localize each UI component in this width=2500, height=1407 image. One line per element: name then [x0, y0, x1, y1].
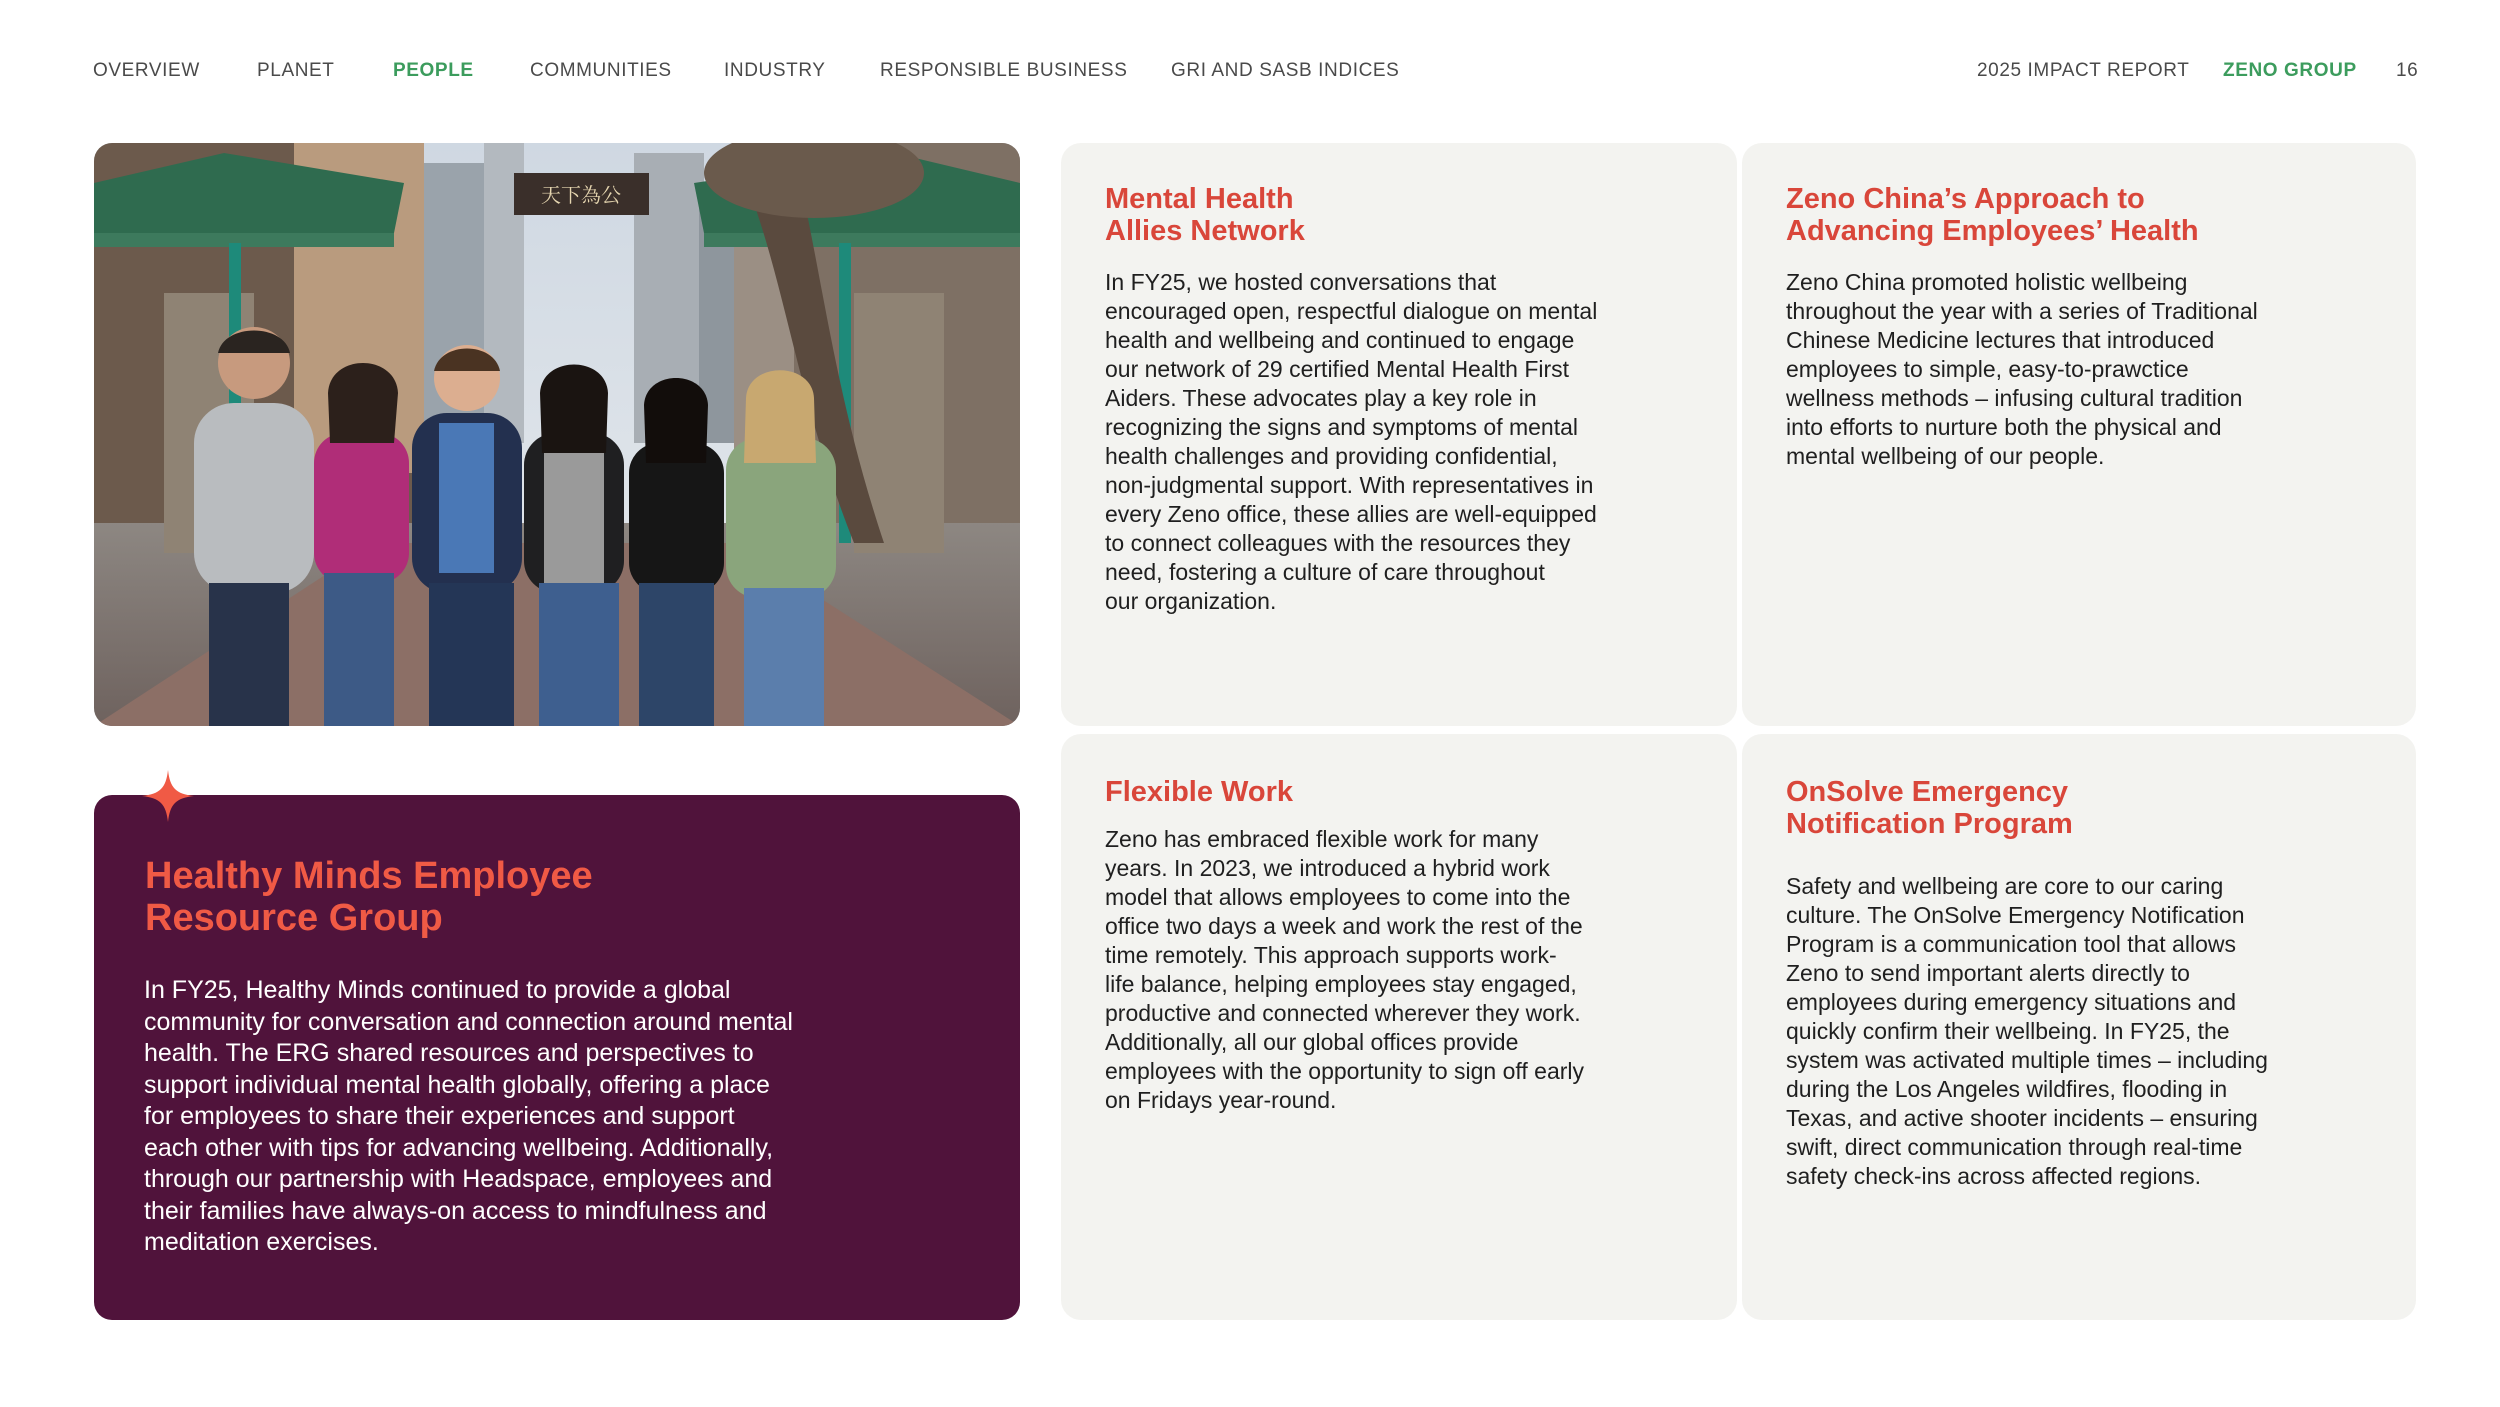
card-body-line: In FY25, we hosted conversations that	[1105, 269, 1497, 295]
sparkle-icon	[140, 768, 196, 824]
erg-body	[144, 975, 934, 1259]
card-body-line: Chinese Medicine lectures that introduced	[1786, 327, 2215, 353]
card-body-line: Program is a communication tool that allows	[1786, 931, 2236, 957]
erg-body-line: for employees to share their experiences and support	[144, 1102, 735, 1130]
card-body-line: Additionally, all our global offices provide	[1105, 1029, 1519, 1055]
card-body-line: to connect colleagues with the resources they	[1105, 530, 1571, 556]
card-body-line: non-judgmental support. With representatives in	[1105, 472, 1594, 498]
card-body	[1105, 825, 1715, 1115]
card-body-line: every Zeno office, these allies are well-equipped	[1105, 501, 1597, 527]
card-title	[1105, 183, 1305, 247]
card-body-line: culture. The OnSolve Emergency Notification	[1786, 902, 2245, 928]
erg-title-line-1: Healthy Minds Employee	[145, 855, 593, 897]
card-title-line-1: Mental Health	[1105, 183, 1294, 215]
card-body-line: model that allows employees to come into the	[1105, 884, 1571, 910]
card-title-line-1: Flexible Work	[1105, 776, 1294, 808]
card-body-line: our network of 29 certified Mental Health First	[1105, 356, 1570, 382]
erg-body-line: community for conversation and connection around mental	[144, 1007, 793, 1036]
team-photo	[94, 143, 1020, 726]
card-body-line: time remotely. This approach supports work-	[1105, 942, 1557, 968]
card-body-line: our organization.	[1105, 588, 1277, 614]
card-body-line: health and wellbeing and continued to engage	[1105, 327, 1575, 353]
card-body-line: mental wellbeing of our people.	[1786, 443, 2105, 469]
nav-item-gri-sasb-indices[interactable]: GRI AND SASB INDICES	[1171, 60, 1400, 81]
card-body	[1105, 268, 1715, 616]
card-body-line: Zeno to send important alerts directly to	[1786, 960, 2190, 986]
onsolve-emergency-card	[1742, 734, 2416, 1320]
card-body-line: Zeno has embraced flexible work for many	[1105, 826, 1539, 852]
mental-health-allies-card	[1061, 143, 1737, 726]
card-body-line: years. In 2023, we introduced a hybrid work	[1105, 855, 1550, 881]
card-title-line-2: Allies Network	[1105, 215, 1305, 247]
card-body-line: recognizing the signs and symptoms of mental	[1105, 414, 1579, 440]
card-body-line: employees to simple, easy-to-prawctice	[1786, 356, 2189, 382]
card-body-line: Zeno China promoted holistic wellbeing	[1786, 269, 2188, 295]
nav-item-industry[interactable]: INDUSTRY	[724, 60, 826, 81]
card-title	[1786, 183, 2199, 247]
card-body-line: Aiders. These advocates play a key role in	[1105, 385, 1537, 411]
card-body-line: into efforts to nurture both the physical and	[1786, 414, 2222, 440]
report-title: 2025 IMPACT REPORT	[1977, 60, 2190, 81]
card-body	[1786, 268, 2396, 471]
card-body-line: office two days a week and work the rest of the	[1105, 913, 1583, 939]
erg-body-line: through our partnership with Headspace, employees and	[144, 1165, 773, 1193]
card-body-line: productive and connected wherever they work.	[1105, 1000, 1581, 1026]
flexible-work-card	[1061, 734, 1737, 1320]
erg-body-line: support individual mental health globally, offering a place	[144, 1070, 770, 1099]
erg-body-line: their families have always-on access to mindfulness and	[144, 1196, 767, 1225]
card-body	[1786, 872, 2396, 1191]
card-title	[1786, 776, 2073, 840]
top-navigation	[0, 0, 2500, 145]
card-body-line: safety check-ins across affected regions.	[1786, 1163, 2202, 1189]
card-body-line: health challenges and providing confidential,	[1105, 443, 1558, 469]
zeno-china-card	[1742, 143, 2416, 726]
page-number: 16	[2396, 60, 2419, 81]
card-body-line: employees during emergency situations and	[1786, 989, 2237, 1015]
gate-sign-text: 天下為公	[541, 183, 621, 207]
card-body-line: system was activated multiple times – including	[1786, 1047, 2268, 1073]
brand-name[interactable]: ZENO GROUP	[2223, 60, 2357, 81]
card-title-line-1: Zeno China’s Approach to	[1786, 183, 2145, 215]
erg-title-line-2: Resource Group	[145, 897, 443, 939]
nav-item-overview[interactable]: OVERVIEW	[93, 60, 200, 81]
erg-body-line: In FY25, Healthy Minds continued to provide a global	[144, 976, 731, 1004]
erg-body-line: meditation exercises.	[144, 1228, 379, 1256]
nav-item-planet[interactable]: PLANET	[257, 60, 335, 81]
nav-item-people[interactable]: PEOPLE	[393, 60, 474, 81]
erg-body-line: each other with tips for advancing wellbeing. Additionally,	[144, 1133, 774, 1162]
card-body-line: throughout the year with a series of Traditional	[1786, 298, 2258, 324]
card-body-line: on Fridays year-round.	[1105, 1087, 1337, 1113]
card-body-line: employees with the opportunity to sign off early	[1105, 1058, 1585, 1084]
card-body-line: Texas, and active shooter incidents – ensuring	[1786, 1105, 2258, 1131]
erg-title	[145, 855, 905, 939]
card-body-line: quickly confirm their wellbeing. In FY25, the	[1786, 1018, 2230, 1044]
card-title-line-1: OnSolve Emergency	[1786, 776, 2069, 808]
card-body-line: encouraged open, respectful dialogue on mental	[1105, 298, 1598, 324]
team-photo-illustration	[94, 143, 1020, 726]
card-title-line-2: Advancing Employees’ Health	[1786, 215, 2199, 247]
nav-item-responsible-business[interactable]: RESPONSIBLE BUSINESS	[880, 60, 1128, 81]
card-body-line: swift, direct communication through real-time	[1786, 1134, 2243, 1160]
card-body-line: need, fostering a culture of care throughout	[1105, 559, 1545, 585]
erg-body-line: health. The ERG shared resources and perspectives to	[144, 1039, 754, 1067]
card-title-line-2: Notification Program	[1786, 808, 2073, 840]
card-body-line: during the Los Angeles wildfires, flooding in	[1786, 1076, 2228, 1102]
card-title	[1105, 776, 1293, 808]
card-body-line: life balance, helping employees stay engaged,	[1105, 971, 1577, 997]
card-body-line: Safety and wellbeing are core to our caring	[1786, 873, 2224, 899]
nav-item-communities[interactable]: COMMUNITIES	[530, 60, 672, 81]
card-body-line: wellness methods – infusing cultural tradition	[1786, 385, 2243, 411]
healthy-minds-erg-card	[94, 795, 1020, 1320]
